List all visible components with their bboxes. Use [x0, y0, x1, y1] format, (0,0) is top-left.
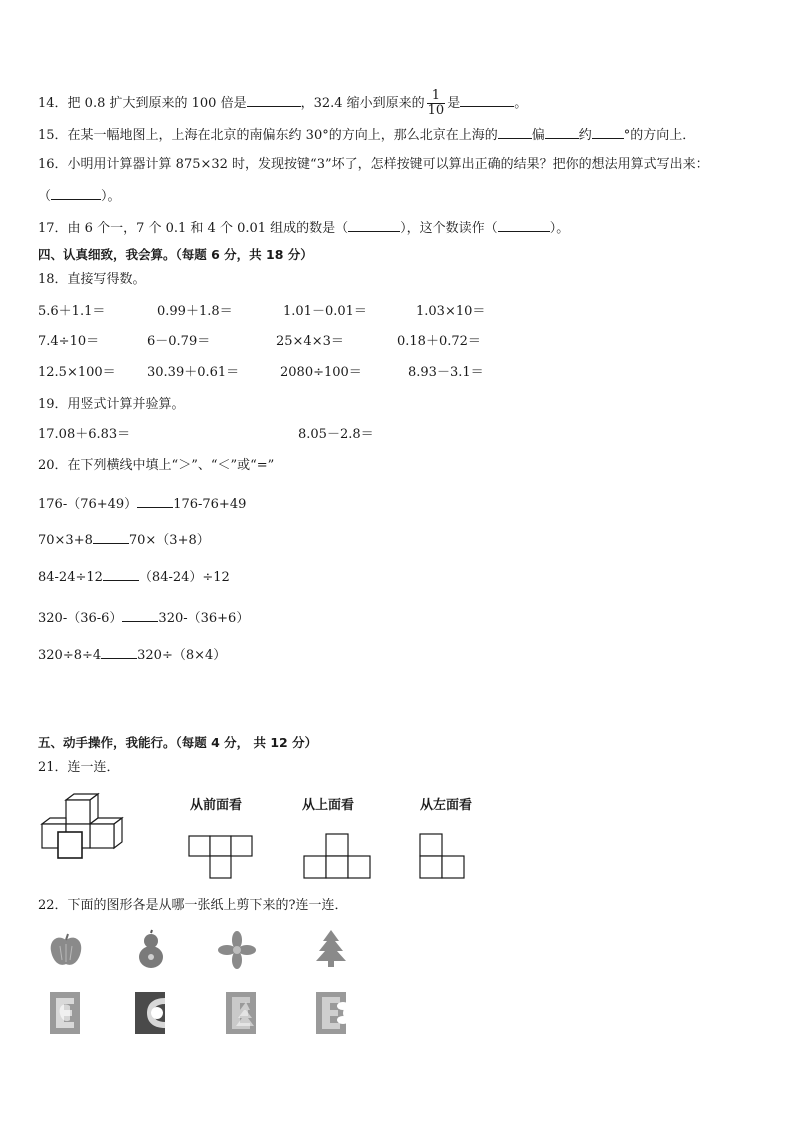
q17-blank-1[interactable] [348, 219, 400, 232]
q20-item-5 [38, 646, 226, 664]
q14-part2: ，32.4 缩小到原来的 [300, 96, 425, 111]
q20-item-1-right: 176-76+49 [173, 497, 247, 512]
q18-r1c1: 5.6＋1.1＝ [38, 304, 106, 319]
cube-front [58, 832, 82, 858]
question-17 [38, 219, 569, 237]
paper-e-flower-icon[interactable] [316, 992, 350, 1034]
q18-r3c3: 2080÷100＝ [280, 365, 362, 380]
q15-blank-2[interactable] [545, 126, 579, 139]
view-l-shape[interactable] [420, 834, 466, 880]
q18-r2c3: 25×4×3＝ [276, 334, 344, 349]
q16-blank[interactable] [51, 187, 101, 200]
q20-item-5-right: 320÷（8×4） [137, 648, 227, 663]
paper-e-apple-icon[interactable] [50, 992, 82, 1034]
q20-item-3 [38, 568, 230, 586]
question-16-line2 [38, 187, 121, 205]
flower-shape-icon[interactable] [218, 931, 256, 969]
q15-part3: 约 [578, 128, 592, 143]
q18-r1c4: 1.03×10＝ [416, 304, 486, 319]
q16-open: （ [38, 189, 52, 204]
label-left-view: 从左面看 [420, 798, 473, 813]
q15-number: 15． [38, 128, 68, 143]
q20-item-4-left: 320-（36-6） [38, 611, 123, 626]
view-inverted-t-shape[interactable] [304, 834, 372, 880]
question-19-title: 19．用竖式计算并验算。 [38, 397, 185, 412]
q18-r3c2: 30.39＋0.61＝ [147, 365, 240, 380]
q20-item-5-left: 320÷8÷4 [38, 648, 102, 663]
q18-r1c2: 0.99＋1.8＝ [157, 304, 233, 319]
q20-item-3-left: 84-24÷12 [38, 570, 103, 585]
q18-r3c1: 12.5×100＝ [38, 365, 116, 380]
q20-item-5-blank[interactable] [101, 646, 137, 659]
q15-blank-1[interactable] [498, 126, 532, 139]
question-18-title: 18．直接写得数。 [38, 272, 146, 287]
q14-frac-den: 10 [427, 103, 445, 118]
q18-r2c1: 7.4÷10＝ [38, 334, 100, 349]
question-16-line1: 16．小明用计算器计算 875×32 时，发现按键“3”坏了，怎样按键可以算出正确的结果？把你的想法用算式写出来： [38, 157, 709, 172]
q20-item-2-right: 70×（3+8） [128, 533, 210, 548]
q14-blank-1[interactable] [247, 94, 301, 107]
question-22-title: 22．下面的图形各是从哪一张纸上剪下来的?连一连． [38, 898, 348, 913]
paper-e-tree-icon[interactable] [226, 992, 258, 1034]
tree-shape-icon[interactable] [315, 930, 347, 968]
q18-r3c4: 8.93－3.1＝ [408, 365, 484, 380]
question-14 [38, 89, 527, 118]
question-20-title: 20．在下列横线中填上“＞”、“＜”或“=” [38, 458, 275, 473]
q15-part4: °的方向上． [623, 128, 696, 143]
q18-r2c4: 0.18＋0.72＝ [397, 334, 481, 349]
q20-item-3-right: （84-24）÷12 [138, 570, 230, 585]
q20-item-4-right: 320-（36+6） [158, 611, 250, 626]
q15-blank-3[interactable] [592, 126, 624, 139]
q18-r2c2: 6－0.79＝ [147, 334, 211, 349]
q18-r1c3: 1.01－0.01＝ [283, 304, 367, 319]
q20-item-2 [38, 531, 210, 549]
view-t-shape[interactable] [189, 836, 253, 880]
q15-part2: 偏 [531, 128, 545, 143]
q20-item-4 [38, 609, 249, 627]
cube-top-front [66, 800, 90, 824]
q20-item-3-blank[interactable] [103, 568, 139, 581]
q19-right: 8.05－2.8＝ [298, 427, 374, 442]
q20-item-2-left: 70×3+8 [38, 533, 93, 548]
q20-item-1 [38, 495, 246, 513]
q20-item-4-blank[interactable] [122, 609, 158, 622]
gourd-shape-icon[interactable] [136, 930, 166, 970]
cube-right-front [90, 824, 114, 848]
q17-part3: ）。 [549, 221, 570, 236]
q17-part2: ），这个数读作（ [400, 221, 498, 236]
question-21-title: 21．连一连． [38, 760, 120, 775]
q14-blank-2[interactable] [460, 94, 514, 107]
question-15 [38, 126, 695, 144]
q17-part1: 17．由 6 个一，7 个 0.1 和 4 个 0.01 组成的数是（ [38, 221, 349, 236]
q16-close: ）。 [101, 189, 121, 204]
cube-left-top [42, 818, 66, 824]
q17-blank-2[interactable] [498, 219, 550, 232]
q20-item-2-blank[interactable] [93, 531, 129, 544]
paper-c-gourd-icon[interactable] [135, 992, 167, 1034]
q14-frac-num: 1 [427, 89, 446, 104]
q19-left: 17.08＋6.83＝ [38, 427, 131, 442]
cube-stack-figure [42, 792, 132, 862]
q20-item-1-left: 176-（76+49） [38, 497, 138, 512]
q14-part1: 把 0.8 扩大到原来的 100 倍是 [67, 96, 247, 111]
section-5-title: 五、动手操作，我能行。（每题 4 分， 共 12 分） [38, 735, 318, 750]
section-4-title: 四、认真细致，我会算。（每题 6 分，共 18 分） [38, 247, 313, 262]
q14-end: 。 [514, 96, 528, 111]
apple-shape-icon[interactable] [48, 932, 84, 968]
q14-number: 14． [38, 96, 68, 111]
label-top-view: 从上面看 [302, 798, 355, 813]
q15-part1: 在某一幅地图上，上海在北京的南偏东约 30°的方向上，那么北京在上海的 [67, 128, 498, 143]
q20-item-1-blank[interactable] [137, 495, 173, 508]
q14-part3: 是 [447, 96, 461, 111]
cube-right-side [114, 818, 122, 848]
label-front-view: 从前面看 [190, 798, 243, 813]
q14-fraction [427, 89, 446, 118]
